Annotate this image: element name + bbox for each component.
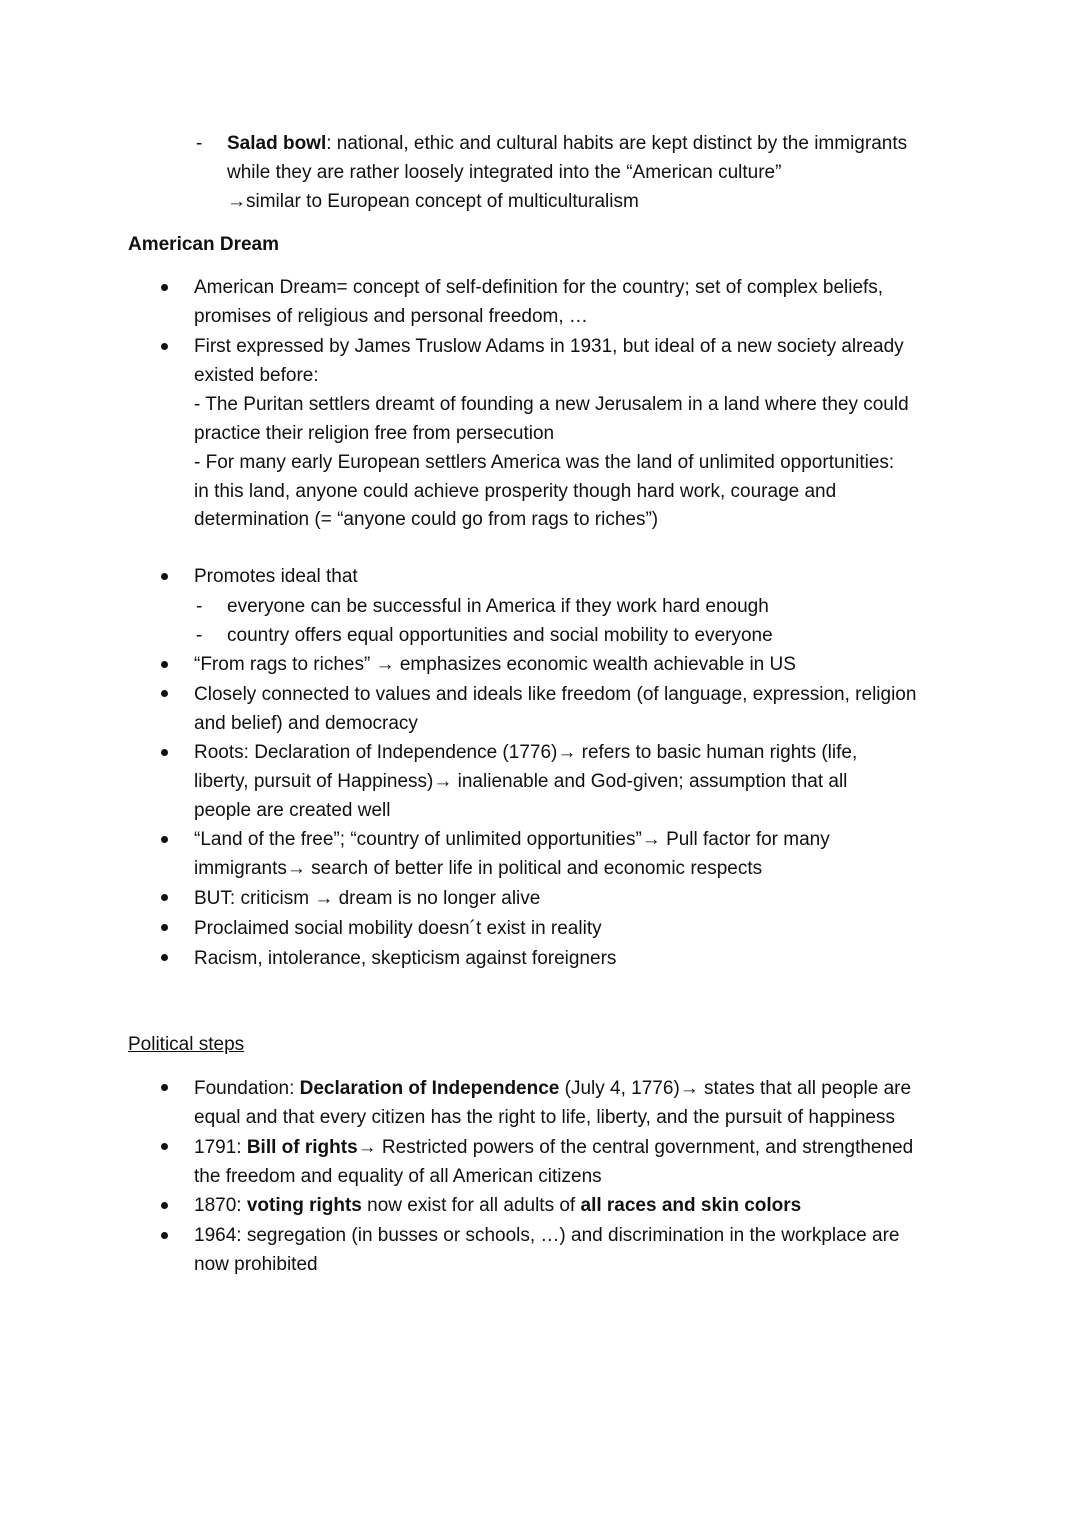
ps-bullet-2-prefix: 1791: [194, 1137, 247, 1158]
bullet-icon [161, 749, 168, 756]
bullet-icon [161, 661, 168, 668]
ad-bullet-5-line-2: and belief) and democracy [194, 713, 418, 734]
ps-bullet-3-bold-1: voting rights [246, 1195, 362, 1216]
ps-bullet-2-bold: Bill of rights→ [246, 1137, 377, 1158]
bullet-icon [161, 1084, 168, 1091]
ad-bullet-2-line-2: existed before: [194, 365, 319, 386]
bullet-icon [161, 1143, 168, 1150]
ad-bullet-6-line-2: liberty, pursuit of Happiness)→ inalienable and God-given; assumption that all [194, 771, 848, 792]
ps-bullet-1-line-2: equal and that every citizen has the right to life, liberty, and the pursuit of happiness [194, 1107, 895, 1128]
dash-marker: - [196, 596, 203, 617]
dash-marker: - [196, 625, 203, 646]
ad-bullet-7-line-1: “Land of the free”; “country of unlimited opportunities”→ Pull factor for many [194, 829, 830, 850]
ad-bullet-2-line-6: in this land, anyone could achieve prosperity though hard work, courage and [194, 481, 837, 502]
ad-bullet-1-line-2: promises of religious and personal freedom, … [194, 306, 588, 327]
bullet-icon [161, 284, 168, 291]
bullet-icon [161, 1232, 168, 1239]
ps-bullet-1-rest: (July 4, 1776)→ states that all people are [559, 1078, 912, 1099]
ad-bullet-6-line-3: people are created well [194, 800, 391, 821]
ad-bullet-2-line-4: practice their religion free from persecution [194, 423, 555, 444]
bullet-icon [161, 894, 168, 901]
salad-bowl-line-2: while they are rather loosely integrated into the “American culture” [227, 162, 782, 183]
political-steps-heading: Political steps [128, 1034, 245, 1055]
salad-bowl-term: Salad bowl [227, 133, 327, 154]
ps-bullet-2-rest: Restricted powers of the central government, and strengthened [376, 1137, 914, 1158]
ps-bullet-3-bold-2: all races and skin colors [580, 1195, 802, 1216]
ad-bullet-2-line-1: First expressed by James Truslow Adams in 1931, but ideal of a new society already [194, 336, 904, 357]
ad-bullet-9-line-1: Proclaimed social mobility doesn´t exist in reality [194, 918, 602, 939]
bullet-icon [161, 1202, 168, 1209]
ad-bullet-4-line-1: “From rags to riches” → emphasizes economic wealth achievable in US [194, 654, 796, 675]
bullet-icon [161, 573, 168, 580]
bullet-icon [161, 343, 168, 350]
ad-bullet-5-line-1: Closely connected to values and ideals like freedom (of language, expression, religion [194, 684, 917, 705]
ps-bullet-1-prefix: Foundation: [194, 1078, 300, 1099]
ps-bullet-1-bold: Declaration of Independence [299, 1078, 560, 1099]
ps-bullet-2-line-1 [194, 1133, 913, 1162]
ad-bullet-3-line-1: Promotes ideal that [194, 566, 358, 587]
ps-bullet-3-mid: now exist for all adults of [361, 1195, 581, 1216]
ps-bullet-3-line-1 [194, 1191, 801, 1220]
salad-bowl-definition: : national, ethic and cultural habits are kept distinct by the immigrants [326, 133, 908, 154]
ad-bullet-10-line-1: Racism, intolerance, skepticism against foreigners [194, 948, 617, 969]
ps-bullet-1-line-1 [194, 1074, 911, 1103]
ad-bullet-2-line-3: - The Puritan settlers dreamt of founding a new Jerusalem in a land where they could [194, 394, 909, 415]
bullet-icon [161, 836, 168, 843]
ad-bullet-7-line-2: immigrants→ search of better life in political and economic respects [194, 858, 763, 879]
american-dream-heading: American Dream [128, 234, 280, 255]
bullet-icon [161, 690, 168, 697]
ps-bullet-4-line-1: 1964: segregation (in busses or schools, …) and discrimination in the workplace are [194, 1225, 900, 1246]
ps-bullet-3-prefix: 1870: [194, 1195, 247, 1216]
ps-bullet-2-line-2: the freedom and equality of all American citizens [194, 1166, 602, 1187]
ad-bullet-3-sub-1: everyone can be successful in America if they work hard enough [227, 596, 769, 617]
ad-bullet-2-line-7: determination (= “anyone could go from rags to riches”) [194, 509, 659, 530]
ad-bullet-2-line-5: - For many early European settlers America was the land of unlimited opportunities: [194, 452, 895, 473]
ad-bullet-3-sub-2: country offers equal opportunities and social mobility to everyone [227, 625, 773, 646]
ad-bullet-8-line-1: BUT: criticism → dream is no longer alive [194, 888, 541, 909]
dash-marker: - [196, 133, 203, 154]
salad-bowl-line-1 [227, 129, 907, 158]
bullet-icon [161, 924, 168, 931]
salad-bowl-line-3: →similar to European concept of multiculturalism [227, 191, 639, 212]
ps-bullet-4-line-2: now prohibited [194, 1254, 318, 1275]
ad-bullet-6-line-1: Roots: Declaration of Independence (1776)→ refers to basic human rights (life, [194, 742, 858, 763]
bullet-icon [161, 954, 168, 961]
ad-bullet-1-line-1: American Dream= concept of self-definition for the country; set of complex beliefs, [194, 277, 884, 298]
